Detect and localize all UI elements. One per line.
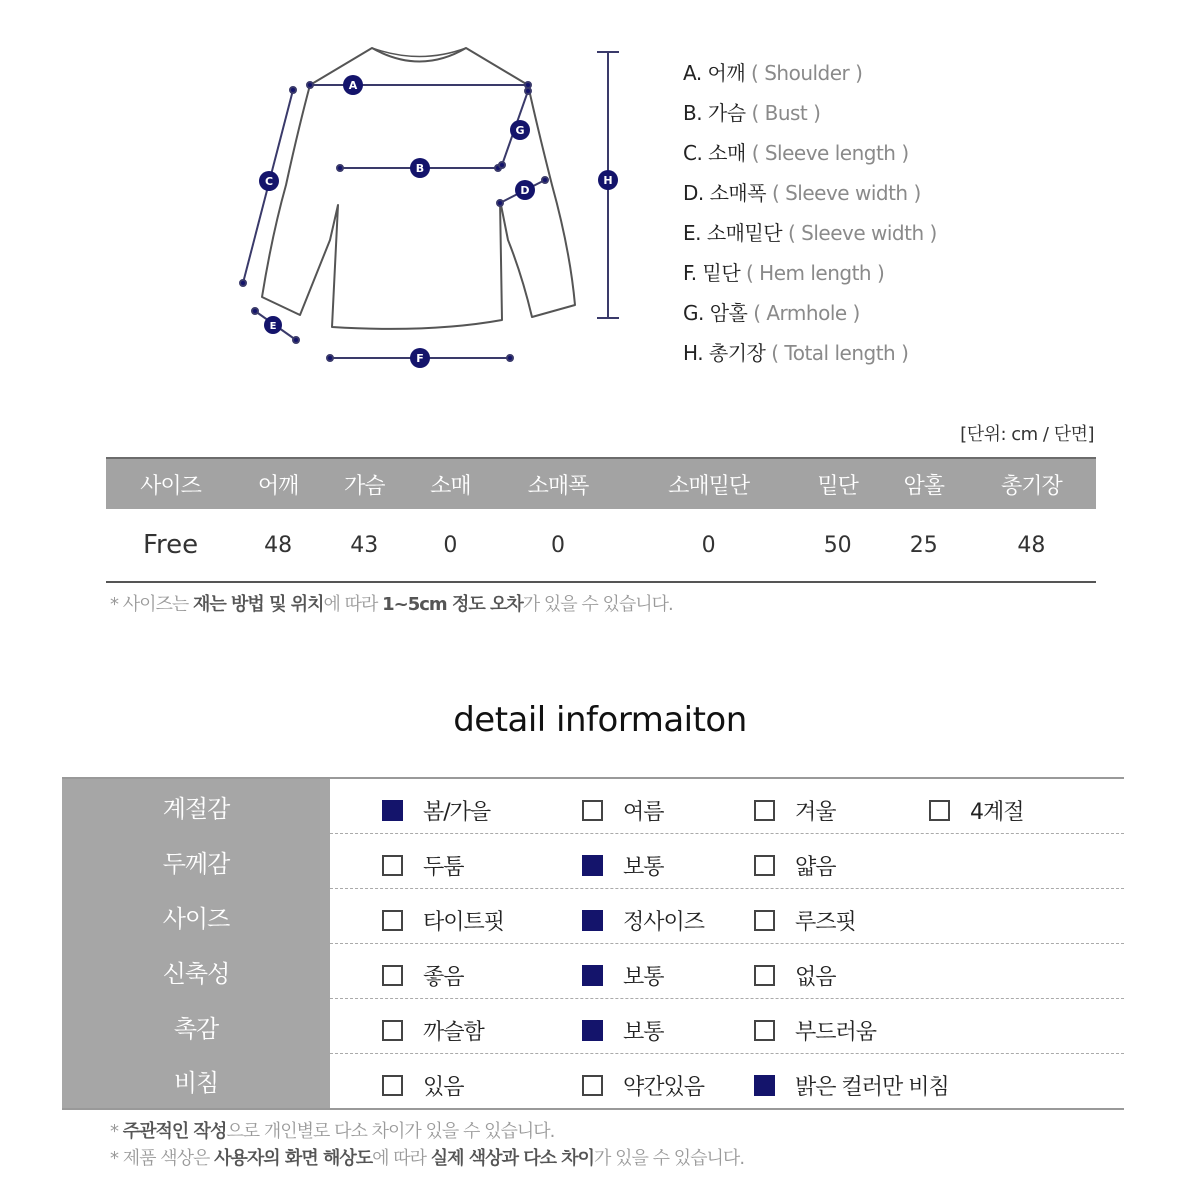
- marker-d: [515, 180, 535, 200]
- option: 루즈핏: [754, 905, 856, 936]
- legend-item-total-length: H. 총기장 ( Total length ): [683, 341, 909, 365]
- option: 겨울: [754, 795, 836, 826]
- detail-table: [62, 777, 1124, 1110]
- legend-item-armhole: G. 암홀 ( Armhole ): [683, 301, 860, 325]
- option: 보통: [582, 1015, 664, 1046]
- checkbox-checked: [582, 965, 603, 986]
- option: 있음: [382, 1070, 464, 1101]
- cell-sleeve: 0: [407, 509, 493, 582]
- header-sleeve-hem: 소매밑단: [623, 458, 795, 509]
- checkbox: [382, 1075, 403, 1096]
- option: 밝은 컬러만 비침: [754, 1070, 949, 1101]
- checkbox: [929, 800, 950, 821]
- bottom-notes: [110, 1117, 744, 1171]
- legend-item-sleeve-hem: E. 소매밑단 ( Sleeve width ): [683, 221, 937, 245]
- size-table: [106, 457, 1096, 583]
- detail-label: 두께감: [62, 834, 330, 889]
- checkbox-checked: [582, 1020, 603, 1041]
- detail-label: 비침: [62, 1054, 330, 1110]
- option: 정사이즈: [582, 905, 704, 936]
- marker-a: [343, 75, 363, 95]
- detail-row-sheerness: [62, 1054, 1124, 1110]
- checkbox: [382, 855, 403, 876]
- svg-text:B: B: [415, 162, 425, 175]
- detail-label: 신축성: [62, 944, 330, 999]
- legend-item-bust: B. 가슴 ( Bust ): [683, 101, 821, 125]
- cell-size: Free: [106, 509, 235, 582]
- marker-h: [598, 170, 618, 190]
- checkbox: [754, 855, 775, 876]
- checkbox: [382, 1020, 403, 1041]
- header-sleeve-width: 소매폭: [493, 458, 622, 509]
- header-sleeve: 소매: [407, 458, 493, 509]
- checkbox-checked: [382, 800, 403, 821]
- option: 두툼: [382, 850, 464, 881]
- option: 없음: [754, 960, 836, 991]
- detail-row-size: [62, 889, 1124, 944]
- checkbox: [382, 965, 403, 986]
- marker-b: [410, 158, 430, 178]
- garment-measurement-diagram: [230, 35, 650, 380]
- detail-label: 계절감: [62, 778, 330, 834]
- svg-text:E: E: [269, 321, 277, 332]
- checkbox: [754, 1020, 775, 1041]
- cell-bust: 43: [321, 509, 407, 582]
- size-table-header: [106, 458, 1096, 509]
- checkbox: [754, 965, 775, 986]
- detail-row-texture: [62, 999, 1124, 1054]
- marker-f: [410, 348, 430, 368]
- svg-text:A: A: [348, 79, 358, 92]
- option: 보통: [582, 850, 664, 881]
- detail-row-stretch: [62, 944, 1124, 999]
- option: 여름: [582, 795, 664, 826]
- measurement-legend: [683, 58, 937, 378]
- unit-label: [단위: cm / 단면]: [960, 424, 1094, 445]
- checkbox-checked: [754, 1075, 775, 1096]
- svg-text:C: C: [264, 175, 274, 188]
- svg-text:G: G: [515, 124, 525, 137]
- svg-text:H: H: [603, 174, 613, 187]
- legend-item-shoulder: A. 어깨 ( Shoulder ): [683, 61, 863, 85]
- option: 타이트핏: [382, 905, 504, 936]
- checkbox: [754, 800, 775, 821]
- option: 보통: [582, 960, 664, 991]
- detail-title: detail informaiton: [453, 700, 747, 740]
- option: 약간있음: [582, 1070, 704, 1101]
- cell-hem: 50: [795, 509, 881, 582]
- note-subjective: * 주관적인 작성으로 개인별로 다소 차이가 있을 수 있습니다.: [110, 1121, 555, 1142]
- option: 까슬함: [382, 1015, 484, 1046]
- detail-row-season: [62, 778, 1124, 834]
- checkbox-checked: [582, 910, 603, 931]
- legend-item-sleeve-width: D. 소매폭 ( Sleeve width ): [683, 181, 921, 205]
- checkbox: [754, 910, 775, 931]
- header-armhole: 암홀: [881, 458, 967, 509]
- svg-text:D: D: [520, 184, 530, 197]
- size-note: * 사이즈는 재는 방법 및 위치에 따라 1~5cm 정도 오차가 있을 수 있습니다.: [110, 594, 673, 615]
- cell-sleeve-hem: 0: [623, 509, 795, 582]
- cell-sleeve-width: 0: [493, 509, 622, 582]
- checkbox: [582, 1075, 603, 1096]
- checkbox-checked: [582, 855, 603, 876]
- cell-total-length: 48: [967, 509, 1096, 582]
- option: 부드러움: [754, 1015, 876, 1046]
- header-total-length: 총기장: [967, 458, 1096, 509]
- svg-text:F: F: [416, 352, 424, 365]
- table-row: [106, 509, 1096, 582]
- detail-row-thickness: [62, 834, 1124, 889]
- checkbox: [382, 910, 403, 931]
- option: 좋음: [382, 960, 464, 991]
- detail-label: 촉감: [62, 999, 330, 1054]
- header-size: 사이즈: [106, 458, 235, 509]
- note-color: * 제품 색상은 사용자의 화면 해상도에 따라 실제 색상과 다소 차이가 있을 수 있습니다.: [110, 1148, 745, 1169]
- header-shoulder: 어깨: [235, 458, 321, 509]
- detail-label: 사이즈: [62, 889, 330, 944]
- cell-armhole: 25: [881, 509, 967, 582]
- header-hem: 밑단: [795, 458, 881, 509]
- legend-item-sleeve-length: C. 소매 ( Sleeve length ): [683, 141, 909, 165]
- option: 봄/가을: [382, 795, 490, 826]
- option: 얇음: [754, 850, 836, 881]
- marker-g: [510, 120, 530, 140]
- header-bust: 가슴: [321, 458, 407, 509]
- checkbox: [582, 800, 603, 821]
- marker-c: [259, 171, 279, 191]
- option: 4계절: [929, 795, 1024, 826]
- legend-item-hem: F. 밑단 ( Hem length ): [683, 261, 885, 285]
- cell-shoulder: 48: [235, 509, 321, 582]
- marker-e: [264, 316, 282, 334]
